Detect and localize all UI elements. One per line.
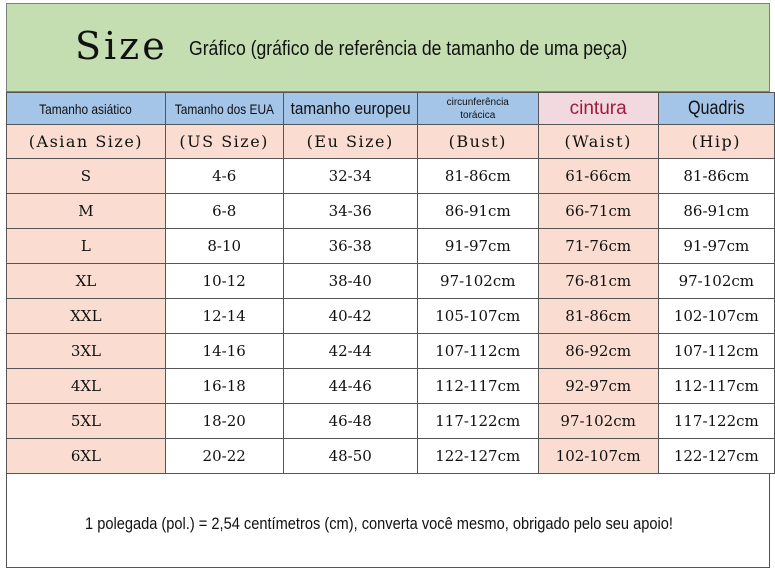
eu-size-cell: 46-48 xyxy=(283,404,417,439)
bust-cell: 105-107cm xyxy=(417,299,538,334)
us-size-cell: 4-6 xyxy=(165,159,283,194)
eu-size-cell: 42-44 xyxy=(283,334,417,369)
header-en-waist: (Waist) xyxy=(538,125,658,159)
eu-size-cell: 38-40 xyxy=(283,264,417,299)
us-size-cell: 16-18 xyxy=(165,369,283,404)
hip-cell: 117-122cm xyxy=(658,404,774,439)
bust-cell: 91-97cm xyxy=(417,229,538,264)
asian-size-cell: S xyxy=(7,159,166,194)
asian-size-cell: 5XL xyxy=(7,404,166,439)
header-us-size: Tamanho dos EUA xyxy=(165,93,283,125)
asian-size-cell: XL xyxy=(7,264,166,299)
waist-cell: 71-76cm xyxy=(538,229,658,264)
table-row xyxy=(7,194,775,229)
us-size-cell: 6-8 xyxy=(165,194,283,229)
hip-cell: 91-97cm xyxy=(658,229,774,264)
size-table xyxy=(6,92,775,474)
bust-cell: 117-122cm xyxy=(417,404,538,439)
table-row xyxy=(7,264,775,299)
bust-cell: 97-102cm xyxy=(417,264,538,299)
header-en-hip: (Hip) xyxy=(658,125,774,159)
waist-cell: 66-71cm xyxy=(538,194,658,229)
footer-box xyxy=(6,473,770,568)
header-waist: cintura xyxy=(538,93,658,125)
table-row xyxy=(7,369,775,404)
eu-size-cell: 32-34 xyxy=(283,159,417,194)
bust-cell: 81-86cm xyxy=(417,159,538,194)
us-size-cell: 10-12 xyxy=(165,264,283,299)
title-size-word: Size xyxy=(75,24,168,68)
bust-cell: 86-91cm xyxy=(417,194,538,229)
waist-cell: 81-86cm xyxy=(538,299,658,334)
header-eu-size: tamanho europeu xyxy=(283,93,417,125)
hip-cell: 102-107cm xyxy=(658,299,774,334)
header-asian-size: Tamanho asiático xyxy=(7,93,166,125)
waist-cell: 61-66cm xyxy=(538,159,658,194)
header-bust: circunferência torácica xyxy=(417,93,538,125)
asian-size-cell: 4XL xyxy=(7,369,166,404)
eu-size-cell: 34-36 xyxy=(283,194,417,229)
us-size-cell: 18-20 xyxy=(165,404,283,439)
header-row-english xyxy=(7,125,775,159)
hip-cell: 122-127cm xyxy=(658,439,774,474)
us-size-cell: 20-22 xyxy=(165,439,283,474)
hip-cell: 107-112cm xyxy=(658,334,774,369)
header-row-local xyxy=(7,93,775,125)
eu-size-cell: 48-50 xyxy=(283,439,417,474)
waist-cell: 86-92cm xyxy=(538,334,658,369)
header-en-eu: (Eu Size) xyxy=(283,125,417,159)
bust-cell: 122-127cm xyxy=(417,439,538,474)
title-bar xyxy=(6,3,770,92)
header-hip: Quadris xyxy=(658,93,774,125)
header-en-asian: (Asian Size) xyxy=(7,125,166,159)
header-en-us: (US Size) xyxy=(165,125,283,159)
conversion-note: 1 polegada (pol.) = 2,54 centímetros (cm), converta você mesmo, obrigado pelo seu apoio! xyxy=(85,514,673,533)
chart-subtitle: Gráfico (gráfico de referência de tamanho de uma peça) xyxy=(189,38,628,60)
waist-cell: 92-97cm xyxy=(538,369,658,404)
asian-size-cell: L xyxy=(7,229,166,264)
asian-size-cell: M xyxy=(7,194,166,229)
asian-size-cell: 6XL xyxy=(7,439,166,474)
table-row xyxy=(7,334,775,369)
us-size-cell: 14-16 xyxy=(165,334,283,369)
waist-cell: 102-107cm xyxy=(538,439,658,474)
header-en-bust: (Bust) xyxy=(417,125,538,159)
bust-cell: 107-112cm xyxy=(417,334,538,369)
eu-size-cell: 40-42 xyxy=(283,299,417,334)
asian-size-cell: 3XL xyxy=(7,334,166,369)
table-row xyxy=(7,159,775,194)
size-rows xyxy=(7,159,775,474)
table-row xyxy=(7,229,775,264)
bust-cell: 112-117cm xyxy=(417,369,538,404)
table-row xyxy=(7,439,775,474)
hip-cell: 97-102cm xyxy=(658,264,774,299)
waist-cell: 97-102cm xyxy=(538,404,658,439)
table-row xyxy=(7,404,775,439)
hip-cell: 86-91cm xyxy=(658,194,774,229)
asian-size-cell: XXL xyxy=(7,299,166,334)
us-size-cell: 12-14 xyxy=(165,299,283,334)
hip-cell: 112-117cm xyxy=(658,369,774,404)
eu-size-cell: 44-46 xyxy=(283,369,417,404)
hip-cell: 81-86cm xyxy=(658,159,774,194)
table-row xyxy=(7,299,775,334)
eu-size-cell: 36-38 xyxy=(283,229,417,264)
waist-cell: 76-81cm xyxy=(538,264,658,299)
us-size-cell: 8-10 xyxy=(165,229,283,264)
